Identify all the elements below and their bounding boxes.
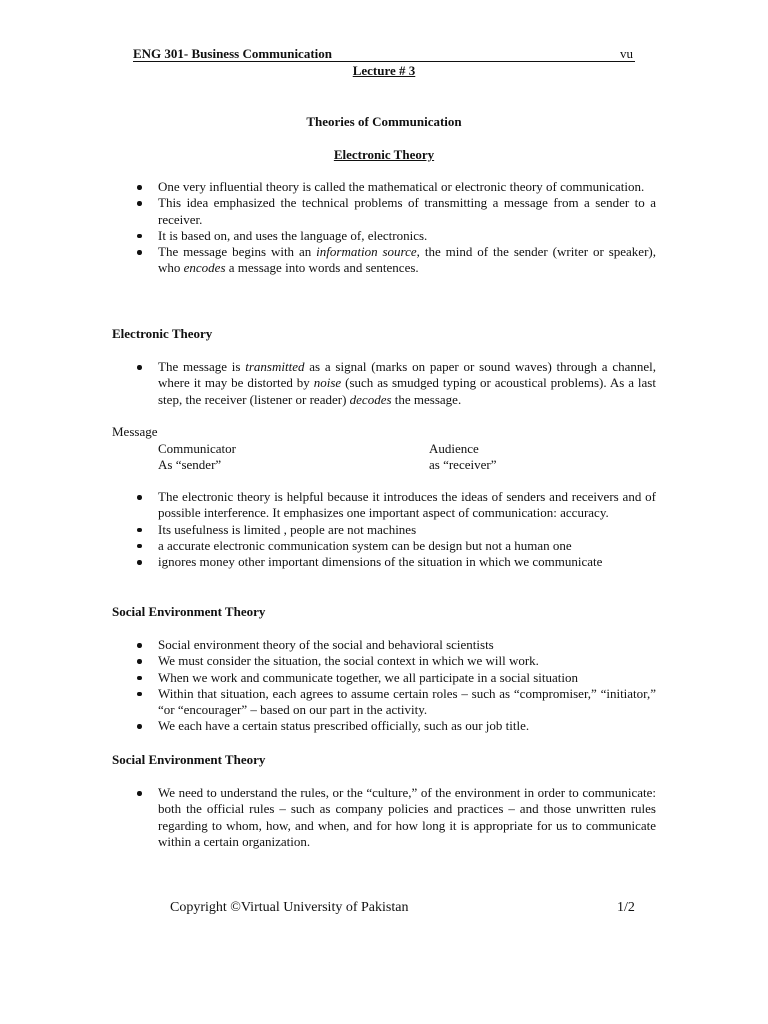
section-heading-electronic-theory: Electronic Theory bbox=[333, 147, 435, 162]
list-item: Its usefulness is limited , people are not machines bbox=[134, 522, 656, 538]
emphasis-term: noise bbox=[313, 375, 342, 391]
list-item: We must consider the situation, the social context in which we will work. bbox=[134, 653, 656, 669]
lecture-number: Lecture # 3 bbox=[352, 63, 416, 78]
message-label: Message bbox=[112, 424, 158, 439]
section2-bullet-list-2 bbox=[134, 489, 656, 570]
list-item: The message begins with an information source, the mind of the sender (writer or speaker), who encodes a message into words and sentences. bbox=[134, 244, 656, 277]
emphasis-term: decodes bbox=[349, 391, 392, 407]
list-item: When we work and communicate together, we all participate in a social situation bbox=[134, 670, 656, 686]
list-item: The electronic theory is helpful because it introduces the ideas of senders and receivers and of possible interference. It emphasizes one important aspect of communication: accuracy. bbox=[134, 489, 656, 522]
list-item: One very influential theory is called the mathematical or electronic theory of communication. bbox=[134, 179, 656, 195]
header-rule bbox=[133, 61, 635, 62]
section3-bullet-list bbox=[134, 637, 656, 735]
receiver-label: as “receiver” bbox=[429, 457, 497, 472]
footer-page-number: 1/2 bbox=[617, 900, 635, 915]
audience-label: Audience bbox=[429, 441, 479, 456]
list-item: It is based on, and uses the language of, electronics. bbox=[134, 228, 656, 244]
section-heading-social-environment-theory-2: Social Environment Theory bbox=[112, 752, 266, 767]
list-item: We each have a certain status prescribed officially, such as our job title. bbox=[134, 718, 656, 734]
list-item: The message is transmitted as a signal (marks on paper or sound waves) through a channel, where it may be distorted by noise (such as smudged typing or acoustical problems). As a last step, the receiver (listener or reader) decodes the message. bbox=[134, 359, 656, 408]
sender-label: As “sender” bbox=[158, 457, 222, 472]
list-item: Within that situation, each agrees to assume certain roles – such as “compromiser,” “initiator,” “or “encourager” – based on our part in the activity. bbox=[134, 686, 656, 719]
institution-abbrev: vu bbox=[620, 46, 633, 61]
list-item: We need to understand the rules, or the “culture,” of the environment in order to communicate: both the official rules – such as company policies and practices – and those unwritten rules regarding to whom, how, and when, and for how long it is appropriate for us to communicate within a certain organization. bbox=[134, 785, 656, 850]
section1-bullet-list bbox=[134, 179, 656, 277]
list-item: a accurate electronic communication system can be design but not a human one bbox=[134, 538, 656, 554]
section-heading-electronic-theory-2: Electronic Theory bbox=[112, 326, 213, 341]
list-item: ignores money other important dimensions of the situation in which we communicate bbox=[134, 554, 656, 570]
emphasis-term: transmitted bbox=[245, 359, 305, 374]
list-item: This idea emphasized the technical problems of transmitting a message from a sender to a receiver. bbox=[134, 195, 656, 228]
emphasis-term: information source bbox=[316, 244, 417, 260]
course-title: ENG 301- Business Communication bbox=[133, 46, 332, 61]
section2-bullet-list bbox=[134, 359, 656, 408]
footer-copyright: Copyright ©Virtual University of Pakistan bbox=[170, 900, 409, 915]
page-title: Theories of Communication bbox=[306, 114, 462, 129]
section-heading-social-environment-theory: Social Environment Theory bbox=[112, 604, 266, 619]
list-item: Social environment theory of the social and behavioral scientists bbox=[134, 637, 656, 653]
communicator-label: Communicator bbox=[158, 441, 236, 456]
emphasis-term: encodes bbox=[183, 260, 226, 276]
section4-bullet-list bbox=[134, 785, 656, 850]
